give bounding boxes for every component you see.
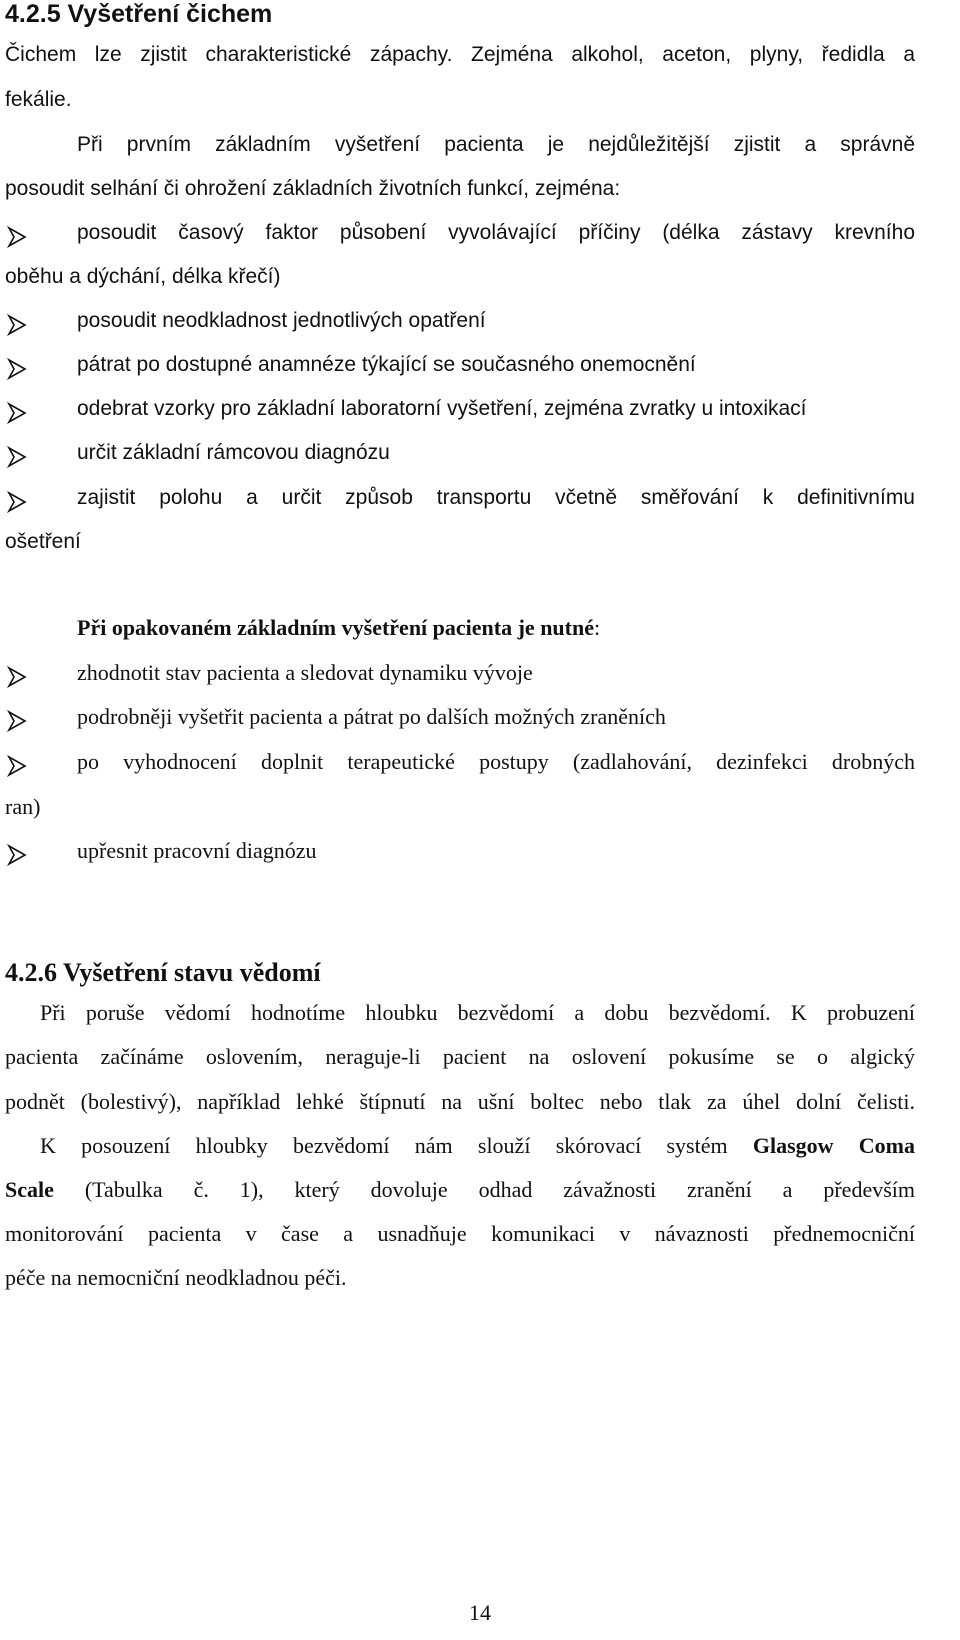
list-item-continuation: ran) (5, 794, 41, 819)
repeated-exam-lead (77, 613, 600, 643)
paragraph-line: Při prvním základním vyšetření pacienta je nejdůležitější zjistit a správně (77, 133, 915, 156)
paragraph-line: péče na nemocniční neodkladnou péči. (5, 1265, 347, 1290)
list-item-continuation: ošetření (5, 530, 81, 553)
list-item: upřesnit pracovní diagnózu (77, 838, 317, 863)
repeated-exam-lead-bold: Při opakovaném základním vyšetření pacienta je nutné (77, 615, 594, 640)
list-item-continuation: oběhu a dýchání, délka křečí) (5, 265, 281, 288)
list-item: posoudit neodkladnost jednotlivých opatření (77, 309, 486, 332)
gcs-name-cont: Scale (5, 1177, 54, 1202)
arrow-bullet-icon (6, 358, 28, 380)
arrow-bullet-icon (6, 844, 28, 866)
list-item: po vyhodnocení doplnit terapeutické postupy (zadlahování, dezinfekci drobných (77, 749, 915, 774)
arrow-bullet-icon (6, 226, 28, 248)
section-heading-consciousness: 4.2.6 Vyšetření stavu vědomí (5, 958, 321, 987)
intro-line: Čichem lze zjistit charakteristické zápachy. Zejména alkohol, aceton, plyny, ředidla a (5, 43, 915, 66)
paragraph-line: Při poruše vědomí hodnotíme hloubku bezvědomí a dobu bezvědomí. K probuzení (40, 1000, 915, 1025)
intro-line: fekálie. (5, 88, 72, 111)
section-heading-smell: 4.2.5 Vyšetření čichem (5, 0, 273, 28)
list-item: pátrat po dostupné anamnéze týkající se současného onemocnění (77, 353, 696, 376)
paragraph-line: pacienta začínáme oslovením, neraguje-li pacient na oslovení pokusíme se o algický (5, 1044, 915, 1069)
paragraph-line: posoudit selhání či ohrožení základních životních funkcí, zejména: (5, 177, 621, 200)
list-item: odebrat vzorky pro základní laboratorní vyšetření, zejména zvratky u intoxikací (77, 397, 807, 420)
list-item: podrobněji vyšetřit pacienta a pátrat po dalších možných zraněních (77, 704, 666, 729)
arrow-bullet-icon (6, 402, 28, 424)
gcs-text-cont: (Tabulka č. 1), který dovoluje odhad závažnosti zranění a především (84, 1177, 915, 1202)
arrow-bullet-icon (6, 710, 28, 732)
list-item: zhodnotit stav pacienta a sledovat dynamiku vývoje (77, 660, 533, 685)
arrow-bullet-icon (6, 491, 28, 513)
list-item: zajistit polohu a určit způsob transportu včetně směřování k definitivnímu (77, 486, 915, 509)
arrow-bullet-icon (6, 755, 28, 777)
list-item: určit základní rámcovou diagnózu (77, 441, 390, 464)
arrow-bullet-icon (6, 314, 28, 336)
gcs-text: K posouzení hloubky bezvědomí nám slouží skórovací systém (40, 1133, 728, 1158)
arrow-bullet-icon (6, 666, 28, 688)
list-item: posoudit časový faktor působení vyvolávající příčiny (délka zástavy krevního (77, 221, 915, 244)
paragraph-line: monitorování pacienta v čase a usnadňuje komunikaci v návaznosti přednemocniční (5, 1221, 915, 1246)
repeated-exam-lead-colon: : (594, 615, 601, 640)
arrow-bullet-icon (6, 446, 28, 468)
page-number: 14 (469, 1600, 491, 1625)
gcs-name: Glasgow Coma (752, 1133, 916, 1158)
paragraph-line: podnět (bolestivý), například lehké štípnutí na ušní boltec nebo tlak za úhel dolní čelisti. (5, 1089, 915, 1114)
paragraph-line-gcs (40, 1131, 915, 1161)
paragraph-line-gcs-cont (5, 1175, 915, 1205)
